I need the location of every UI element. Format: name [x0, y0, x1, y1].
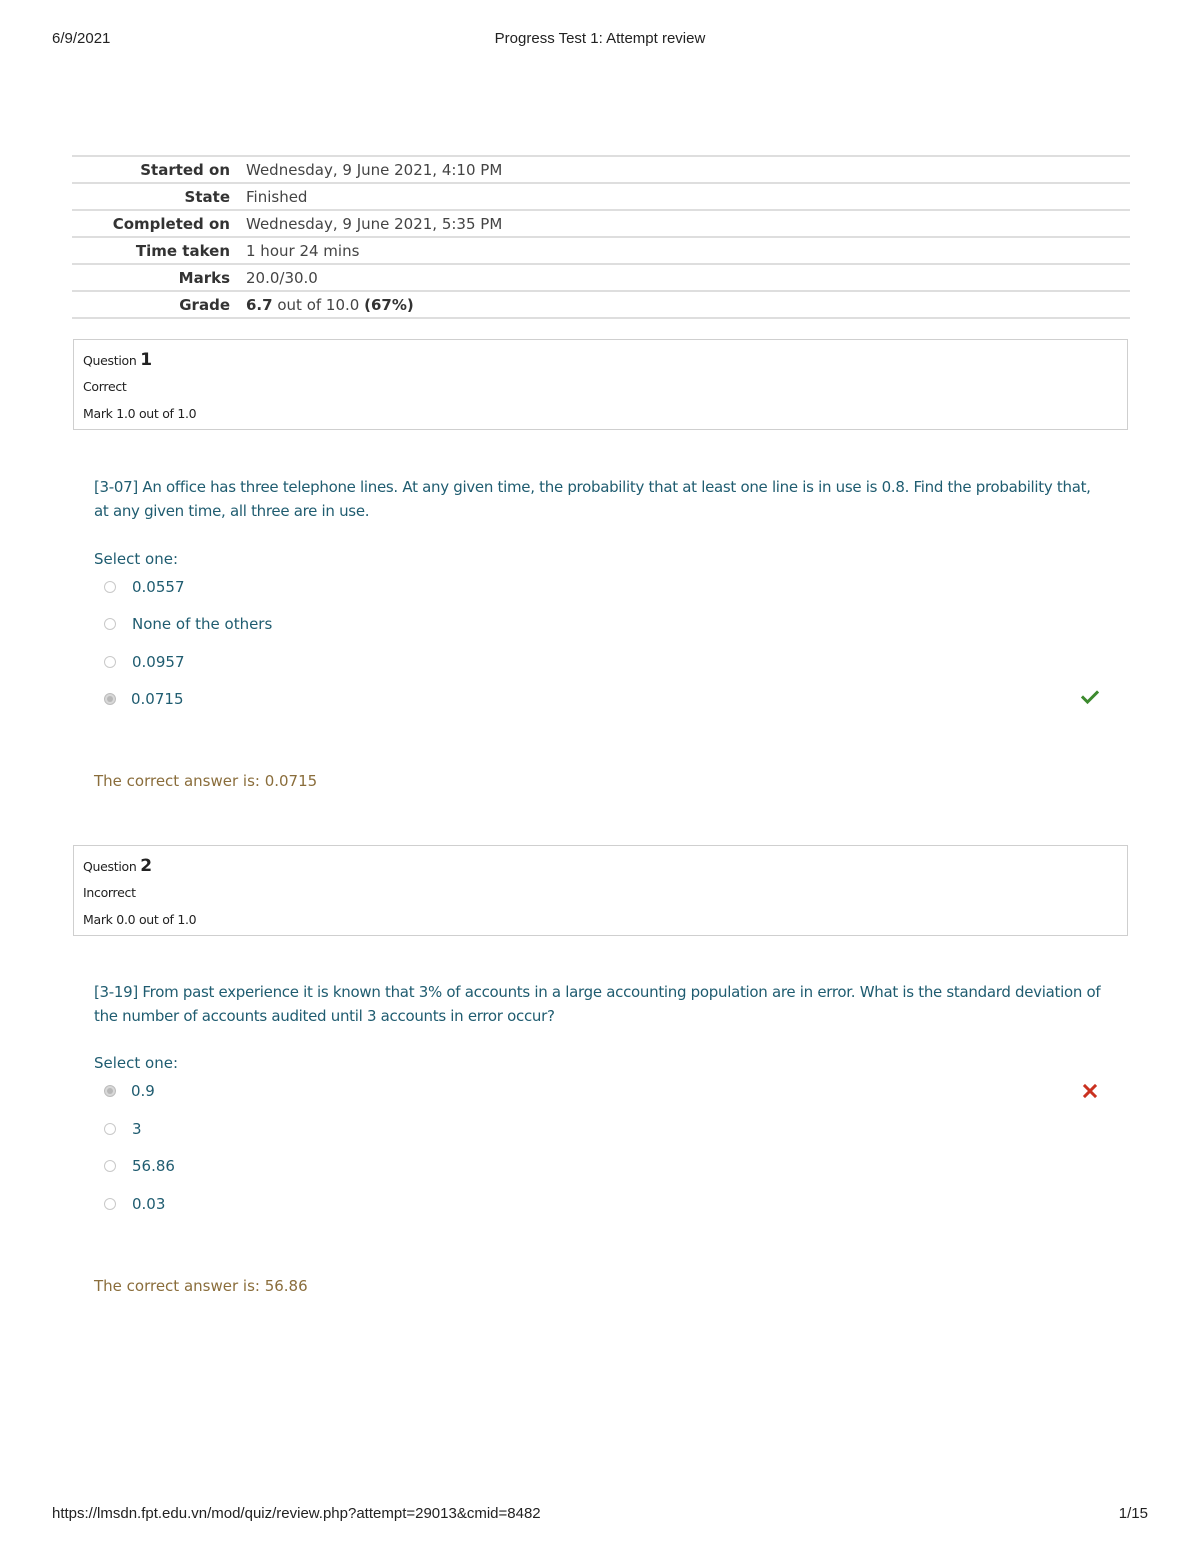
summary-label: Time taken	[135, 241, 230, 260]
radio-button[interactable]	[104, 1160, 116, 1172]
answer-option[interactable]	[104, 653, 1104, 675]
radio-button[interactable]	[104, 1123, 116, 1135]
answer-option-selected[interactable]	[104, 1082, 1104, 1104]
answer-option[interactable]	[104, 1157, 1104, 1179]
answer-option[interactable]	[104, 578, 1104, 600]
summary-row	[72, 156, 1130, 183]
question-label: Question	[83, 859, 137, 874]
question-mark: Mark 0.0 out of 1.0	[83, 912, 197, 927]
question-info-box	[73, 845, 1128, 936]
summary-row	[72, 210, 1130, 237]
answer-option-label: 56.86	[132, 1157, 175, 1175]
radio-button[interactable]	[104, 1198, 116, 1210]
answer-option-label: 3	[132, 1120, 142, 1138]
question-info-box	[73, 339, 1128, 430]
print-footer	[0, 1505, 1200, 1525]
grade-value-cell	[246, 291, 1130, 318]
summary-value: Finished	[246, 187, 308, 206]
summary-label: Completed on	[112, 214, 230, 233]
print-header	[0, 30, 1200, 50]
correct-answer-feedback: The correct answer is: 56.86	[94, 1277, 308, 1295]
radio-button-checked[interactable]	[104, 693, 116, 705]
summary-row-grade	[72, 291, 1130, 318]
answer-option[interactable]	[104, 1195, 1104, 1217]
cross-icon	[1081, 1082, 1099, 1100]
summary-label: Started on	[140, 160, 230, 179]
summary-label: Marks	[178, 268, 230, 287]
answer-option-label: 0.0557	[132, 578, 185, 596]
select-one-prompt: Select one:	[94, 1054, 179, 1072]
grade-percent: (67%)	[364, 295, 414, 314]
answer-option-label: 0.9	[131, 1082, 155, 1100]
summary-row	[72, 237, 1130, 264]
question-mark: Mark 1.0 out of 1.0	[83, 406, 197, 421]
grade-out-of: out of 10.0	[277, 295, 360, 314]
answer-option-label: 0.0715	[131, 690, 184, 708]
summary-row	[72, 264, 1130, 291]
radio-button[interactable]	[104, 618, 116, 630]
correct-answer-feedback: The correct answer is: 0.0715	[94, 772, 318, 790]
question-label: Question	[83, 353, 137, 368]
answer-option-label: None of the others	[132, 615, 273, 633]
answer-option-label: 0.03	[132, 1195, 166, 1213]
question-number	[83, 350, 152, 370]
question-state: Correct	[83, 379, 127, 394]
answer-option-selected[interactable]	[104, 690, 1104, 712]
grade-label: Grade	[179, 295, 230, 314]
attempt-summary-table	[72, 155, 1130, 319]
grade-value: 6.7	[246, 295, 273, 314]
radio-button[interactable]	[104, 656, 116, 668]
summary-value: Wednesday, 9 June 2021, 4:10 PM	[246, 160, 503, 179]
print-date: 6/9/2021	[52, 30, 111, 47]
select-one-prompt: Select one:	[94, 550, 179, 568]
radio-button[interactable]	[104, 581, 116, 593]
summary-value: 1 hour 24 mins	[246, 241, 360, 260]
check-icon	[1081, 688, 1099, 706]
radio-button-checked[interactable]	[104, 1085, 116, 1097]
answer-option[interactable]	[104, 1120, 1104, 1142]
print-title: Progress Test 1: Attempt review	[494, 30, 706, 47]
summary-label: State	[184, 187, 230, 206]
answer-option-label: 0.0957	[132, 653, 185, 671]
summary-value: Wednesday, 9 June 2021, 5:35 PM	[246, 214, 503, 233]
answer-option[interactable]	[104, 615, 1104, 637]
page-number: 1/15	[1118, 1505, 1148, 1522]
question-number	[83, 856, 152, 876]
summary-row	[72, 183, 1130, 210]
page-url: https://lmsdn.fpt.edu.vn/mod/quiz/review.php?attempt=29013&cmid=8482	[52, 1505, 541, 1522]
question-text: [3-07] An office has three telephone lines. At any given time, the probability that at least one line is in use is 0.8. Find the probability that, at any given time, all three are in use.	[94, 478, 1091, 520]
question-text: [3-19] From past experience it is known that 3% of accounts in a large accounting population are in error. What is the standard deviation of the number of accounts audited until 3 accounts in error occur?	[94, 983, 1101, 1025]
question-number-value: 2	[140, 856, 152, 876]
summary-value: 20.0/30.0	[246, 268, 318, 287]
question-state: Incorrect	[83, 885, 136, 900]
question-number-value: 1	[140, 350, 152, 370]
